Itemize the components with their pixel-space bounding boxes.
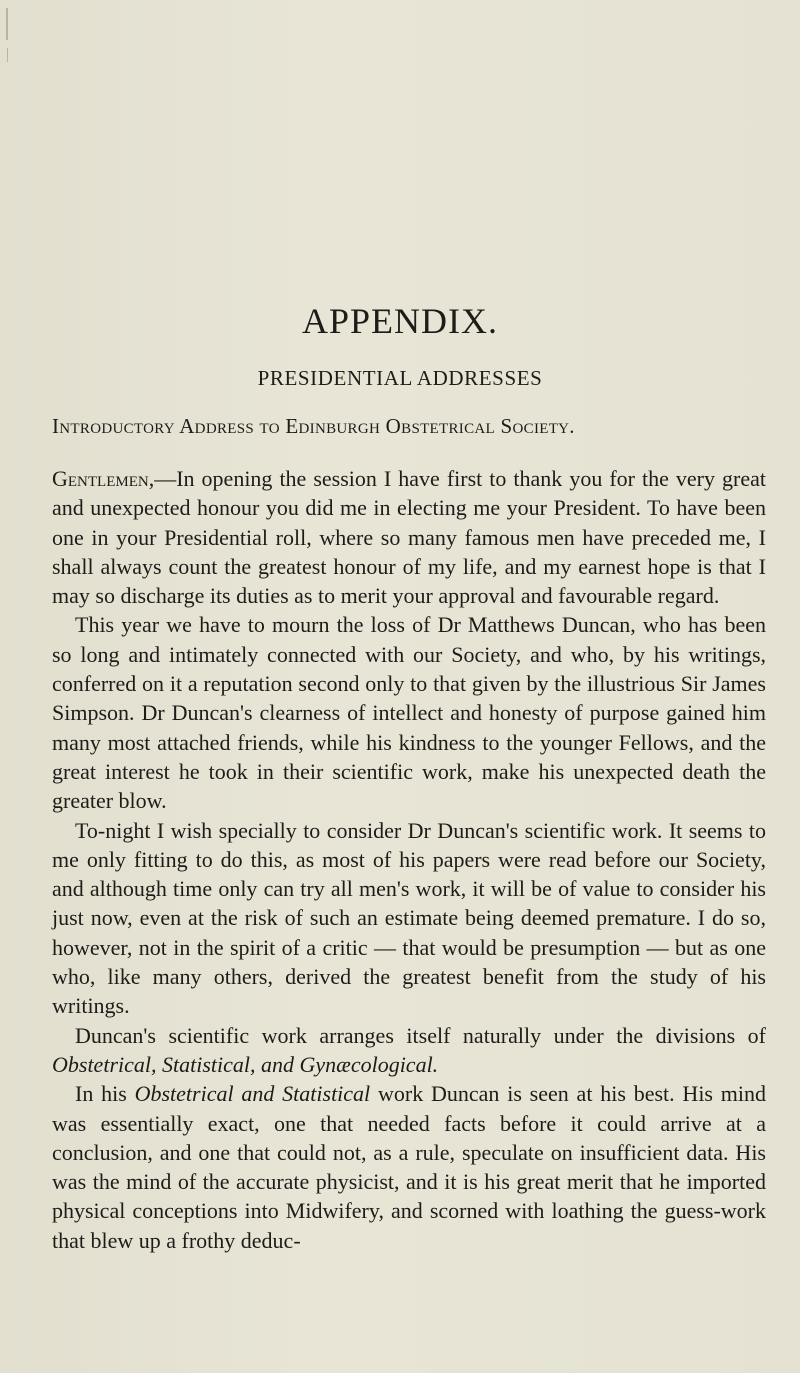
- paragraph-5-text: work Duncan is seen at his best. His mind was essentially exact, one that needed facts before it could arrive at a conclusion, and one that could not, as a rule, speculate on insufficient data. His was the mind of the accurate physicist, and it is his great merit that he imported physical conceptions into Midwifery, and scorned with loathing the guess-work that blew up a frothy deduc-: [52, 1081, 767, 1253]
- paragraph-5-lead: In his: [75, 1081, 127, 1107]
- paragraph-4-text: Duncan's scientific work arranges itself naturally under the divisions of: [75, 1022, 766, 1048]
- salutation: Gentlemen,: [52, 466, 155, 491]
- paragraph-5: [52, 1079, 766, 1255]
- presidential-addresses-heading: PRESIDENTIAL ADDRESSES: [257, 366, 543, 390]
- paragraph-1-text: —In opening the session I have first to thank you for the very great and unexpected honour you did me in electing me your President. To have been one in your Presidential roll, where so many famous men have preceded me, I shall always count the greatest honour of my life, and my earnest hope is that I may so discharge its duties as to merit your approval and favourable regard.: [52, 466, 766, 609]
- introductory-address-heading: Introductory Address to Edinburgh Obstetrical Society.: [52, 414, 575, 438]
- paragraph-2: This year we have to mourn the loss of Dr Matthews Duncan, who has been so long and intimately connected with our Society, and who, by his writings, conferred on it a reputation second only to that given by the illustrious Sir James Simpson. Dr Duncan's clearness of intellect and honesty of purpose gained him many most attached friends, while his kindness to the younger Fellows, and the great interest he took in their scientific work, make his unexpected death the greater blow.: [52, 612, 766, 814]
- body-text: [52, 464, 766, 1255]
- margin-mark: [6, 8, 8, 40]
- margin-mark: [7, 48, 8, 62]
- paragraph-3: To-night I wish specially to consider Dr Duncan's scientific work. It seems to me only fitting to do this, as most of his papers were read before our Society, and although time only can try all men's work, it will be of value to consider his just now, even at the risk of such an estimate being deemed premature. I do so, however, not in the spirit of a critic — that would be presumption — but as one who, like many others, derived the greatest benefit from the study of his writings.: [52, 817, 766, 1019]
- appendix-heading: APPENDIX.: [301, 301, 498, 341]
- paragraph-4: [52, 1021, 766, 1080]
- paragraph-5-italic: Obstetrical and Statistical: [134, 1081, 371, 1107]
- paragraph-1: [52, 464, 766, 610]
- paragraph-4-italic: Obstetrical, Statistical, and Gynæcological.: [52, 1051, 439, 1077]
